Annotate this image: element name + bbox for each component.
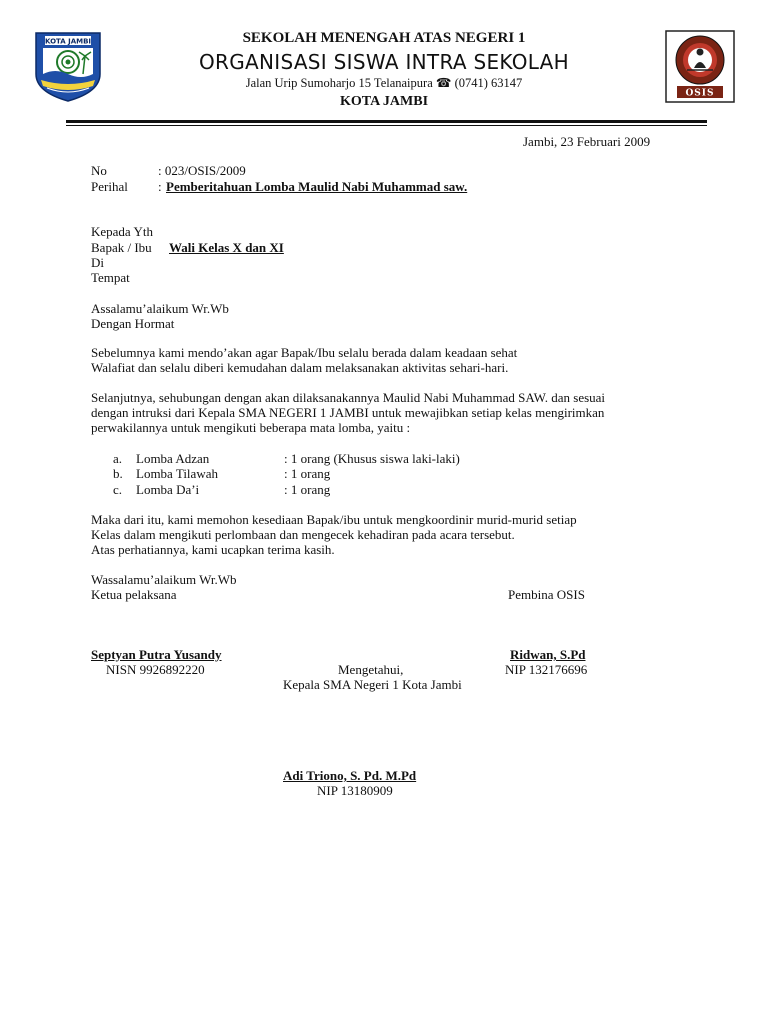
list-item-letter: c.	[113, 482, 123, 497]
para1-line1: Sebelumnya kami mendo’akan agar Bapak/Ibu selalu berada dalam keadaan sehat	[91, 345, 518, 360]
kepala-name: Adi Triono, S. Pd. M.Pd	[283, 768, 417, 783]
para2-line3: perwakilannya untuk mengikuti beberapa mata lomba, yaitu :	[91, 420, 411, 435]
school-name: SEKOLAH MENENGAH ATAS NEGERI 1	[242, 30, 526, 46]
hormat-line: Dengan Hormat	[91, 316, 175, 331]
bapak-value: Wali Kelas X dan XI	[169, 240, 284, 255]
list-item-letter: b.	[113, 466, 123, 481]
logo-left-text: KOTA JAMBI	[44, 37, 92, 46]
list-item-name: Lomba Tilawah	[136, 466, 218, 481]
pembina-name: Ridwan, S.Pd	[510, 647, 586, 662]
para3-line2: Kelas dalam mengikuti perlombaan dan mengecek kehadiran pada acara tersebut.	[91, 527, 515, 542]
list-item-letter: a.	[113, 451, 123, 466]
header-rule-thick	[66, 120, 707, 123]
phone-number: (0741) 63147	[454, 76, 523, 90]
pembina-title: Pembina OSIS	[508, 587, 585, 602]
para2-line2: dengan intruksi dari Kepala SMA NEGERI 1 JAMBI untuk mewajibkan setiap kelas mengirimkan	[91, 405, 605, 420]
pembina-id: NIP 132176696	[505, 662, 588, 677]
list-item-name: Lomba Adzan	[136, 451, 210, 466]
no-value: : 023/OSIS/2009	[158, 163, 246, 178]
kepada-line: Kepada Yth	[91, 224, 153, 239]
address-line	[0, 75, 768, 91]
ketua-title: Ketua pelaksana	[91, 587, 177, 602]
address-text: Jalan Urip Sumoharjo 15 Telanaipura	[245, 76, 433, 90]
bapak-label: Bapak / Ibu	[91, 240, 152, 255]
kepala-id: NIP 13180909	[317, 783, 393, 798]
ketua-name: Septyan Putra Yusandy	[91, 647, 222, 662]
letter-date: Jambi, 23 Februari 2009	[523, 134, 651, 149]
perihal-colon: :	[158, 179, 162, 194]
list-item-value: : 1 orang	[284, 466, 331, 481]
organization-name: ORGANISASI SISWA INTRA SEKOLAH	[198, 50, 569, 74]
header-rule-thin	[66, 125, 707, 126]
para3-line1: Maka dari itu, kami memohon kesediaan Bapak/ibu untuk mengkoordinir murid-murid setiap	[91, 512, 577, 527]
tempat-line: Tempat	[91, 270, 130, 285]
list-item-value: : 1 orang	[284, 482, 331, 497]
para1-line2: Walafiat dan selalu diberi kemudahan dalam melaksanakan aktivitas sehari-hari.	[91, 360, 509, 375]
city-name: KOTA JAMBI	[339, 94, 429, 109]
list-item-value: : 1 orang (Khusus siswa laki-laki)	[284, 451, 460, 466]
phone-icon: ☎	[435, 76, 452, 90]
logo-right-text: OSIS	[685, 88, 715, 99]
para3-line3: Atas perhatiannya, kami ucapkan terima kasih.	[91, 542, 335, 557]
di-line: Di	[91, 255, 104, 270]
list-item-name: Lomba Da’i	[136, 482, 200, 497]
mengetahui-line: Mengetahui,	[338, 662, 404, 677]
perihal-label: Perihal	[91, 179, 128, 194]
salam-line: Assalamu’alaikum Wr.Wb	[91, 301, 229, 316]
ketua-id: NISN 9926892220	[106, 662, 205, 677]
kepala-title: Kepala SMA Negeri 1 Kota Jambi	[283, 677, 462, 692]
para2-line1: Selanjutnya, sehubungan dengan akan dilaksanakannya Maulid Nabi Muhammad SAW. dan sesuai	[91, 390, 606, 405]
closing-line: Wassalamu’alaikum Wr.Wb	[91, 572, 237, 587]
no-label: No	[91, 163, 107, 178]
perihal-value: Pemberitahuan Lomba Maulid Nabi Muhammad saw.	[166, 179, 468, 194]
